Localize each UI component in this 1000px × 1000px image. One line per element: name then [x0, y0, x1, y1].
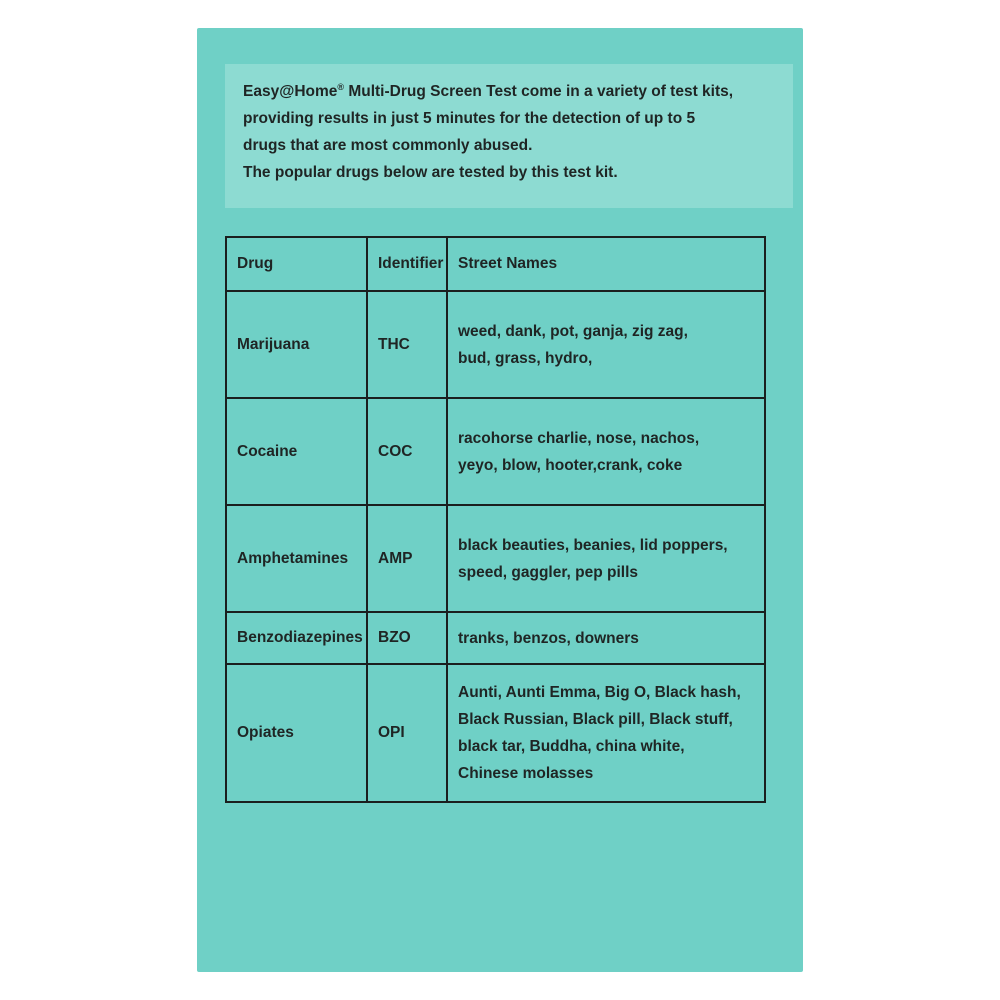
street-names-line: Black Russian, Black pill, Black stuff, [458, 711, 733, 728]
street-names-line: tranks, benzos, downers [458, 629, 639, 647]
drug-name-cell: Opiates [226, 664, 367, 802]
drug-name-cell: Amphetamines [226, 505, 367, 612]
intro-text [243, 78, 783, 186]
header-street-names: Street Names [447, 237, 765, 291]
identifier-cell: AMP [367, 505, 447, 612]
intro-line-1 [243, 78, 783, 105]
identifier-cell: OPI [367, 664, 447, 802]
header-identifier: Identifier [367, 237, 447, 291]
table-header-row [226, 237, 765, 291]
street-names-line: weed, dank, pot, ganja, zig zag, [458, 322, 688, 340]
drug-table [225, 236, 766, 803]
street-names-cell [447, 664, 765, 802]
street-names-cell [447, 505, 765, 612]
table-row [226, 612, 765, 664]
table-row [226, 398, 765, 505]
drug-name-cell: Benzodiazepines [226, 612, 367, 664]
identifier-cell: COC [367, 398, 447, 505]
street-names-line: racohorse charlie, nose, nachos, [458, 429, 700, 447]
info-card [197, 28, 803, 972]
intro-line-1-rest: Multi-Drug Screen Test come in a variety of test kits, [344, 83, 734, 100]
brand-name: Easy@Home [243, 83, 338, 100]
intro-line-4: The popular drugs below are tested by this test kit. [243, 164, 618, 181]
street-names-line: Chinese molasses [458, 765, 594, 782]
street-names-cell [447, 612, 765, 664]
drug-name-cell: Cocaine [226, 398, 367, 505]
identifier-cell: THC [367, 291, 447, 398]
trademark-symbol: ® [337, 81, 345, 92]
drug-name-cell: Marijuana [226, 291, 367, 398]
street-names-line: Aunti, Aunti Emma, Big O, Black hash, [458, 684, 741, 701]
table-row [226, 664, 765, 802]
street-names-cell [447, 291, 765, 398]
identifier-cell: BZO [367, 612, 447, 664]
street-names-line: black tar, Buddha, china white, [458, 738, 685, 755]
street-names-cell [447, 398, 765, 505]
street-names-line: yeyo, blow, hooter,crank, coke [458, 456, 683, 474]
street-names-line: bud, grass, hydro, [458, 349, 593, 367]
intro-line-3: drugs that are most commonly abused. [243, 137, 533, 154]
table-row [226, 291, 765, 398]
intro-box [225, 64, 793, 208]
street-names-line: black beauties, beanies, lid poppers, [458, 536, 728, 554]
street-names-line: speed, gaggler, pep pills [458, 563, 639, 581]
intro-line-2: providing results in just 5 minutes for the detection of up to 5 [243, 110, 696, 127]
table-row [226, 505, 765, 612]
header-drug: Drug [226, 237, 367, 291]
